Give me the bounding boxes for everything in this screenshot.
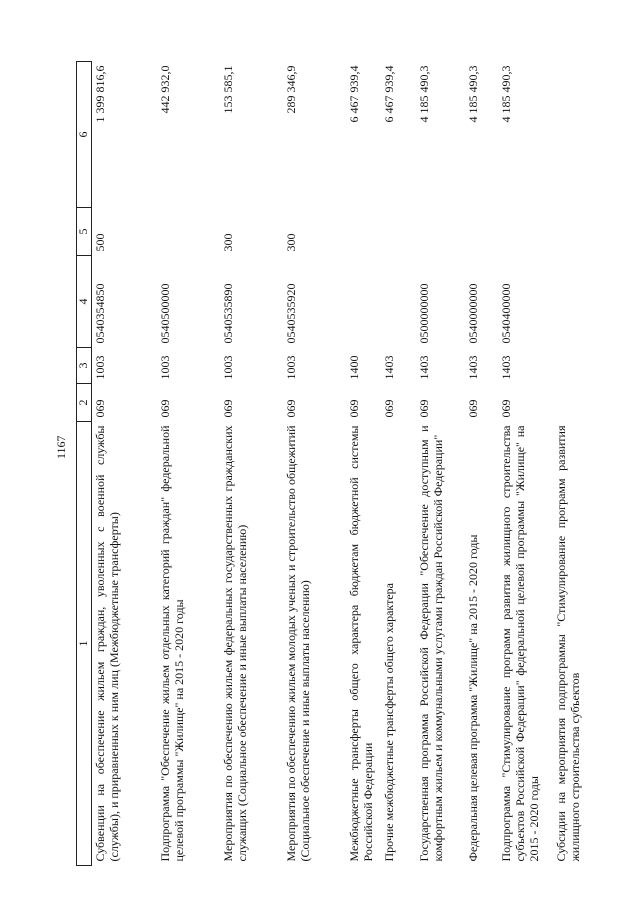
- row-target: [381, 256, 416, 348]
- table-row: [220, 62, 283, 866]
- table-row: [498, 62, 553, 866]
- row-expense-type: [553, 208, 598, 256]
- header-col-2: 2: [77, 384, 92, 422]
- row-name: Межбюджетные трансферты общего характера бюджетам бюджетной системы Российской Федерации: [347, 425, 375, 862]
- row-amount: [553, 62, 598, 208]
- row-section: 1003: [284, 355, 298, 380]
- row-section: 1400: [347, 355, 361, 380]
- row-name: Федеральная целевая программа "Жилище" на 2015 - 2020 годы: [466, 534, 480, 862]
- row-target: 0540400000: [499, 283, 513, 344]
- row-section: 1403: [499, 355, 513, 380]
- row-ministry: 069: [158, 399, 172, 418]
- row-name: Подпрограмма "Стимулирование программ развития жилищного строительства субъектов Российской Федерации" федеральной целевой программы "Жилище" на 2015 - 2020 годы: [499, 425, 541, 862]
- row-section: [553, 348, 598, 384]
- row-expense-type: [381, 208, 416, 256]
- row-name: Мероприятия по обеспечению жильем федеральных государственных гражданских служащих (Социальное обеспечение и иные выплаты населению): [221, 425, 249, 862]
- header-col-5: 5: [77, 208, 92, 256]
- row-expense-type: [416, 208, 465, 256]
- row-section: 1003: [93, 355, 107, 380]
- row-ministry: [553, 384, 598, 422]
- row-section: 1403: [382, 355, 396, 380]
- page-number: 1167: [54, 435, 68, 459]
- row-expense-type: [465, 208, 498, 256]
- row-ministry: 069: [347, 399, 361, 418]
- table-row: [92, 62, 158, 866]
- row-name: Прочие межбюджетные трансферты общего характера: [382, 583, 396, 862]
- row-amount: 442 932,0: [158, 65, 172, 114]
- row-section: 1403: [417, 355, 431, 380]
- row-amount: 6 467 939,4: [382, 65, 396, 123]
- table-row: [283, 62, 346, 866]
- row-target: 0500000000: [417, 283, 431, 344]
- row-ministry: 069: [417, 399, 431, 418]
- row-amount: 4 185 490,3: [417, 65, 431, 123]
- header-row: [77, 62, 92, 866]
- row-target: [346, 256, 381, 348]
- table-row: [416, 62, 465, 866]
- row-amount: 289 346,9: [284, 65, 298, 114]
- table-row: [465, 62, 498, 866]
- row-target: 0540000000: [466, 283, 480, 344]
- row-target: 0540354850: [93, 283, 107, 344]
- table-row: [346, 62, 381, 866]
- row-amount: 1 399 816,6: [93, 65, 107, 123]
- row-ministry: 069: [93, 399, 107, 418]
- row-expense-type: [346, 208, 381, 256]
- row-ministry: 069: [382, 399, 396, 418]
- row-expense-type: 300: [221, 233, 235, 252]
- row-section: 1003: [221, 355, 235, 380]
- row-name: Субсидии на мероприятия подпрограммы "Стимулирование программ развития жилищного строительства субъектов: [554, 425, 582, 862]
- table-row: [553, 62, 598, 866]
- row-amount: 153 585,1: [221, 65, 235, 114]
- table-row: [381, 62, 416, 866]
- row-expense-type: [498, 208, 553, 256]
- row-ministry: 069: [499, 399, 513, 418]
- row-expense-type: 300: [284, 233, 298, 252]
- row-name: Субвенции на обеспечение жильем граждан, уволенных с военной службы (службы), и приравненных к ним лиц (Межбюджетные трансферты): [93, 425, 121, 862]
- row-name: Мероприятия по обеспечению жильем молодых ученых и строительство общежитий (Социальное обеспечение и иные выплаты населению): [284, 425, 312, 862]
- row-ministry: 069: [221, 399, 235, 418]
- row-target: 0540500000: [158, 283, 172, 344]
- row-amount: 4 185 490,3: [466, 65, 480, 123]
- budget-table: [76, 61, 598, 866]
- row-expense-type: 500: [93, 233, 107, 252]
- row-expense-type: [157, 208, 220, 256]
- header-col-6: 6: [77, 62, 92, 208]
- header-col-4: 4: [77, 256, 92, 348]
- row-amount: 4 185 490,3: [499, 65, 513, 123]
- row-name: Подпрограмма "Обеспечение жильем отдельных категорий граждан" федеральной целевой программы "Жилище" на 2015 - 2020 годы: [158, 425, 186, 862]
- row-target: 0540535890: [221, 283, 235, 344]
- header-col-1: 1: [77, 422, 92, 866]
- row-section: 1003: [158, 355, 172, 380]
- table-row: [157, 62, 220, 866]
- header-col-3: 3: [77, 348, 92, 384]
- rotated-page: [76, 62, 630, 866]
- row-target: [553, 256, 598, 348]
- row-amount: 6 467 939,4: [347, 65, 361, 123]
- row-ministry: 069: [284, 399, 298, 418]
- row-target: 0540535920: [284, 283, 298, 344]
- row-section: 1403: [466, 355, 480, 380]
- row-name: Государственная программа Российской Федерации "Обеспечение доступным и комфортным жильем и коммунальными услугами граждан Российской Федерации": [417, 425, 445, 862]
- row-ministry: 069: [466, 399, 480, 418]
